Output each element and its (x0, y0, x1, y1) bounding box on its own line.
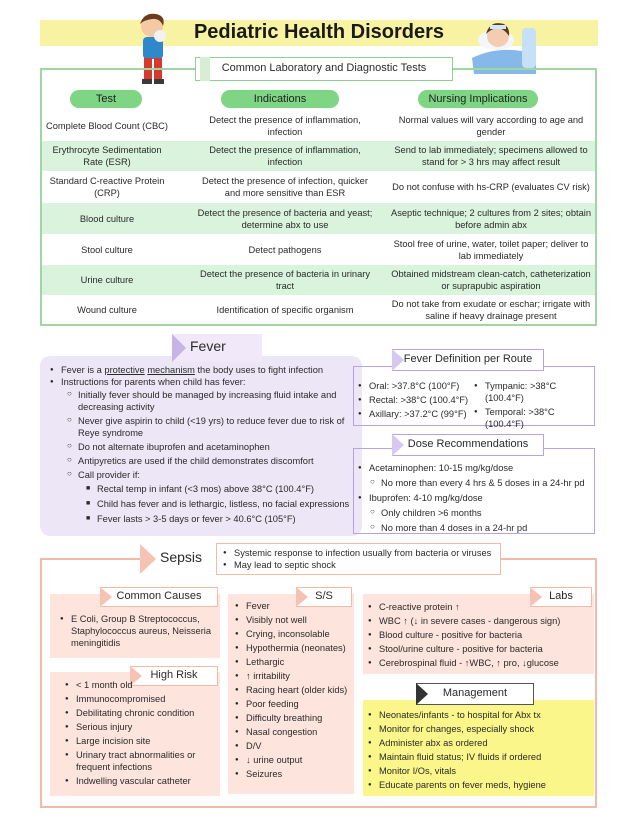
list-item: ● Debilitating chronic condition (65, 707, 220, 719)
cell-nursing: Stool free of urine, water, toilet paper; deliver to lab immediately (393, 238, 589, 261)
sepsis-title: Sepsis (160, 549, 203, 565)
causes-list (60, 613, 220, 649)
table-row (42, 235, 595, 264)
fever-heading-arrow (172, 334, 186, 362)
list-item: ● E Coli, Group B Streptococcus, Staphylococcus aureus, Neisseria meningitidis (60, 613, 220, 649)
list-item: ■ Child has fever and is lethargic, listless, no facial expressions (86, 498, 356, 510)
list-item: ● Systemic response to infection usually from bacteria or viruses (223, 547, 494, 559)
cell-indication: Detect the presence of bacteria in urinary tract (199, 269, 371, 291)
signs-symptoms-list (235, 600, 355, 780)
list-item: ● Crying, inconsolable (235, 628, 355, 640)
list-item: ● Ibuprofen: 4-10 mg/kg/dose (358, 492, 594, 504)
list-item: ○ Initially fever should be managed by increasing fluid intake and decreasing activity (67, 389, 356, 413)
list-item: ● Rectal: >38°C (100.4°F) (358, 394, 478, 406)
cell-nursing: Obtained midstream clean-catch, catheterization or suprapubic aspiration (391, 269, 591, 291)
list-item: ○ Call provider if: (67, 469, 356, 481)
list-item: ● Urinary tract abnormalities or frequent infections (65, 749, 220, 773)
list-item: ● Axillary: >37.2°C (99°F) (358, 408, 478, 420)
cell-nursing: Do not confuse with hs-CRP (evaluates CV risk) (392, 182, 590, 192)
list-item: ● ↑ irritability (235, 670, 355, 682)
sepsis-heading-arrow (140, 544, 156, 574)
list-item: ● Poor feeding (235, 698, 355, 710)
list-item: ● D/V (235, 740, 355, 752)
cell-indication: Identification of specific organism (216, 305, 354, 315)
list-item: ● Nasal congestion (235, 726, 355, 738)
list-item: ■ Rectal temp in infant (<3 mos) above 38°C (100.4°F) (86, 483, 356, 495)
cell-test: Urine culture (80, 275, 134, 285)
list-item: ● Tympanic: >38°C (100.4°F) (474, 380, 594, 404)
list-item: ● Indwelling vascular catheter (65, 775, 220, 787)
list-item: ○ No more than 4 doses in a 24-hr pd (370, 522, 594, 534)
list-item: ● Neonates/infants - to hospital for Abx tx (368, 709, 593, 721)
list-item: ● Serious injury (65, 721, 220, 733)
page-title: Pediatric Health Disorders (193, 21, 445, 43)
list-item: ● Immunocompromised (65, 693, 220, 705)
list-item: ● Difficulty breathing (235, 712, 355, 724)
column-header-indications: Indications (221, 90, 339, 108)
list-item: ● Racing heart (older kids) (235, 684, 355, 696)
list-item: ● Lethargic (235, 656, 355, 668)
list-item: ● Oral: >37.8°C (100°F) (358, 380, 478, 392)
cell-nursing: Aseptic technique; 2 cultures from 2 sites; obtain before admin abx (391, 207, 591, 230)
list-item: ● Hypothermia (neonates) (235, 642, 355, 654)
cell-indication: Detect pathogens (248, 244, 322, 255)
list-item: ● Temporal: >38°C (100.4°F) (474, 406, 594, 430)
cell-test: Stool culture (81, 244, 133, 255)
management-list (368, 709, 593, 791)
list-item: ○ No more than every 4 hrs & 5 doses in a 24-hr pd (370, 477, 594, 489)
list-item: ● Blood culture - positive for bacteria (368, 629, 593, 641)
list-item: ● Stool/urine culture - positive for bacteria (368, 643, 593, 655)
route-list-right (474, 380, 594, 430)
high-risk-list (65, 679, 220, 787)
heading-arrow (392, 349, 404, 371)
heading-arrow (416, 683, 428, 705)
cell-indication: Detect the presence of inflammation, infection (209, 114, 361, 137)
list-item: ● Fever (235, 600, 355, 612)
list-item: ● Large incision site (65, 735, 220, 747)
cell-indication: Detect the presence of bacteria and yeast; determine abx to use (197, 207, 373, 230)
sepsis-description (216, 543, 501, 575)
heading-arrow (100, 587, 112, 607)
labs-list (368, 601, 593, 669)
table-row (42, 203, 595, 234)
parent-instructions: ● Instructions for parents when child has fever: (50, 376, 356, 388)
route-list-left (358, 380, 478, 420)
cell-test: Wound culture (77, 305, 137, 315)
column-header-test: Test (70, 90, 142, 108)
list-item: ● WBC ↑ (↓ in severe cases - dangerous sign) (368, 615, 593, 627)
cell-indication: Detect the presence of infection, quicker and more sensitive than ESR (202, 176, 368, 198)
management-heading: Management (416, 683, 534, 705)
dose-heading: Dose Recommendations (392, 434, 544, 456)
list-item: ● Educate parents on fever meds, hygiene (368, 779, 593, 791)
list-item: ● C-reactive protein ↑ (368, 601, 593, 613)
cell-test: Erythrocyte Sedimentation Rate (ESR) (52, 145, 162, 167)
cell-test: Complete Blood Count (CBC) (46, 120, 168, 131)
signs-symptoms-heading: S/S (296, 587, 352, 607)
list-item: ● Cerebrospinal fluid - ↑WBC, ↑ pro, ↓glucose (368, 657, 593, 669)
table-row (42, 111, 595, 140)
fever-title: Fever (190, 338, 226, 354)
list-item: ● Seizures (235, 768, 355, 780)
cell-nursing: Normal values will vary according to age and gender (398, 114, 584, 137)
cell-indication: Detect the presence of inflammation, infection (209, 145, 361, 167)
list-item: ● Maintain fluid status; IV fluids if ordered (368, 751, 593, 763)
lab-tests-heading: Common Laboratory and Diagnostic Tests (195, 57, 453, 81)
list-item: ● Administer abx as ordered (368, 737, 593, 749)
table-row (42, 172, 595, 202)
fever-definition: ● Fever is a protective mechanism the body uses to fight infection (50, 364, 356, 376)
heading-arrow (392, 434, 404, 456)
labs-heading: Labs (530, 587, 592, 607)
list-item: ● Acetaminophen: 10-15 mg/kg/dose (358, 462, 594, 474)
cell-nursing: Send to lab immediately; specimens allowed to stand for > 3 hrs may affect result (394, 145, 588, 167)
list-item: ○ Only children >6 months (370, 507, 594, 519)
cell-test: Standard C-reactive Protein (CRP) (49, 176, 165, 198)
table-row (42, 265, 595, 295)
list-item: ● ↓ urine output (235, 754, 355, 766)
dose-list (358, 462, 594, 534)
list-item: ● May lead to septic shock (223, 559, 494, 571)
fever-content (50, 364, 356, 525)
list-item: ● Monitor I/Os, vitals (368, 765, 593, 777)
fever-route-heading: Fever Definition per Route (392, 349, 544, 371)
heading-accent (200, 57, 210, 81)
list-item: ■ Fever lasts > 3-5 days or fever > 40.6°C (105°F) (86, 513, 356, 525)
list-item: ● < 1 month old (65, 679, 220, 691)
list-item: ○ Do not alternate ibuprofen and acetaminophen (67, 441, 356, 453)
common-causes-heading: Common Causes (100, 587, 218, 607)
column-header-nursing-implications: Nursing Implications (418, 90, 538, 108)
cell-nursing: Do not take from exudate or eschar; irrigate with saline if heavy drainage present (391, 299, 591, 321)
list-item: ● Visibly not well (235, 614, 355, 626)
list-item: ○ Never give aspirin to child (<19 yrs) to reduce fever due to risk of Reye syndrome (67, 415, 356, 439)
list-item: ○ Antipyretics are used if the child demonstrates discomfort (67, 455, 356, 467)
high-risk-heading: High Risk (130, 666, 218, 686)
table-row (42, 296, 595, 324)
cell-test: Blood culture (79, 213, 135, 224)
table-row (42, 141, 595, 171)
list-item: ● Monitor for changes, especially shock (368, 723, 593, 735)
